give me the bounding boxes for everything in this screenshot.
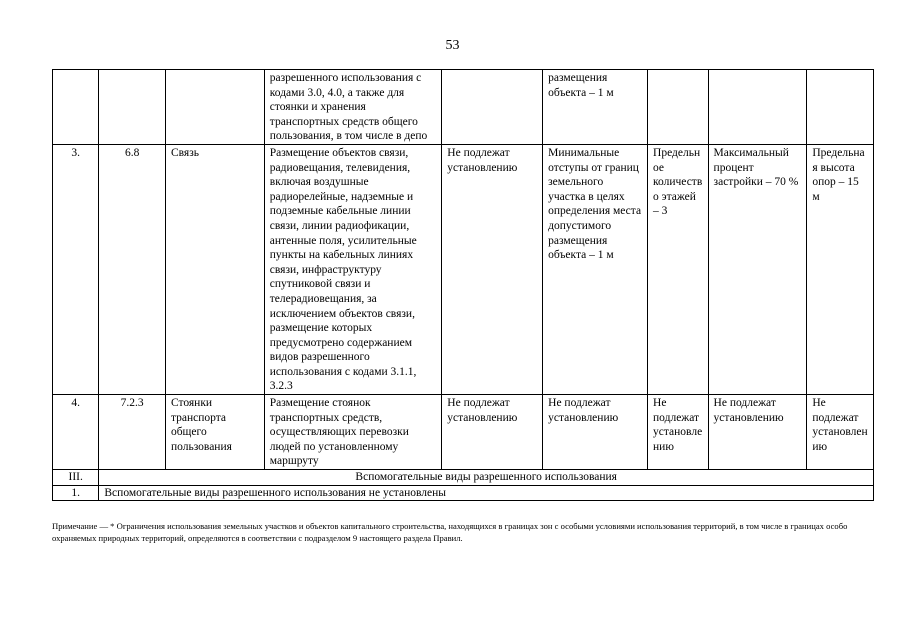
use-code [99,70,166,145]
floors-limit: Не подлежат установлению [648,395,709,470]
row-number: 4. [53,395,99,470]
height-limit: Не подлежат установлению [807,395,874,470]
coverage-limit [708,70,807,145]
setbacks: Минимальные отступы от границ земельного участка в целях определения места допустимого размещения объекта – 1 м [543,144,648,394]
land-use-table [52,69,874,501]
plot-size: Не подлежат установлению [442,395,543,470]
use-description: Размещение объектов связи, радиовещания, телевидения, включая воздушные радиорелейные, надземные и подземные кабельные линии связи, линии радиофикации, антенные поля, усилительные пункты на кабельных линиях связи, инфраструктуру спутниковой связи и телерадиовещания, за исключением объектов связи, размещение которых предусмотрено содержанием видов разрешенного использования с кодами 3.1.1, 3.2.3 [264,144,442,394]
table-row [53,485,874,501]
use-description: Размещение стоянок транспортных средств, осуществляющих перевозки людей по установленному маршруту [264,395,442,470]
height-limit: Предельная высота опор – 15 м [807,144,874,394]
use-name [165,70,264,145]
floors-limit: Предельное количество этажей – 3 [648,144,709,394]
coverage-limit: Максимальный процент застройки – 70 % [708,144,807,394]
use-description: разрешенного использования с кодами 3.0, 4.0, а также для стоянки и хранения транспортных средств общего пользования, в том числе в депо [264,70,442,145]
footnote: Примечание — * Ограничения использования земельных участков и объектов капитального строительства, находящихся в границах зон с особыми условиями использования территорий, в том числе в границах особо охраняемых природных территорий, определяются в соответствии с подразделом 9 настоящего раздела Правил. [52,521,848,543]
floors-limit [648,70,709,145]
table-row [53,395,874,470]
coverage-limit: Не подлежат установлению [708,395,807,470]
table-row [53,70,874,145]
use-code: 7.2.3 [99,395,166,470]
plot-size [442,70,543,145]
section-row-text: Вспомогательные виды разрешенного использования не установлены [99,485,874,501]
setbacks: размещения объекта – 1 м [543,70,648,145]
row-number: 1. [53,485,99,501]
plot-size: Не подлежат установлению [442,144,543,394]
table-row [53,144,874,394]
section-number: III. [53,470,99,486]
use-name: Связь [165,144,264,394]
section-title: Вспомогательные виды разрешенного использования [99,470,874,486]
page-number: 53 [445,38,460,53]
row-number [53,70,99,145]
height-limit [807,70,874,145]
section-header-row [53,470,874,486]
use-name: Стоянки транспорта общего пользования [165,395,264,470]
use-code: 6.8 [99,144,166,394]
row-number: 3. [53,144,99,394]
setbacks: Не подлежат установлению [543,395,648,470]
